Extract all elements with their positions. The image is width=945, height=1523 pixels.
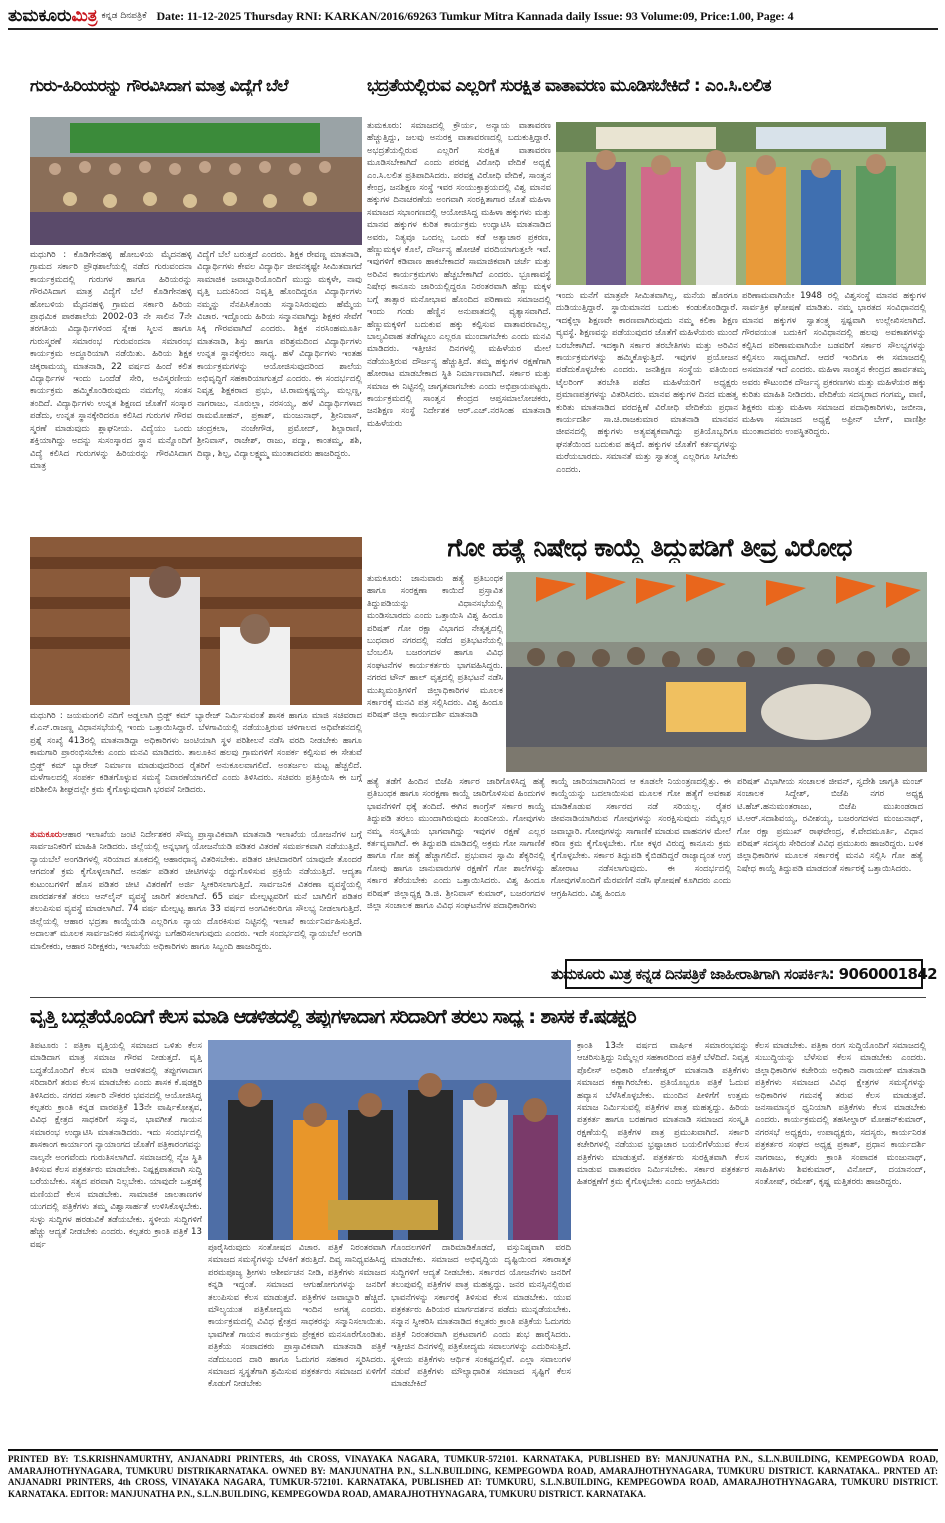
story3-col3: ಕಾಯ್ದೆ ಜಾರಿಯಾದಾಗಿನಿಂದ ಆ ಕೂಡಲೇ ನಿಯಂತ್ರಣದಲ್ಲಿತ್ತು. ಈ ಕಾಯ್ದೆಯನ್ನು ಬದಲಾಯಿಸುವ ಮೂಲಕ ಗೋ ಹತ್ಯೆಗೆ ಅವಕಾಶ ಮಾಡಿಕೊಡುವ ಸರ್ಕಾರದ ನಡೆ ಸರಿಯಲ್ಲ. ರೈತರ ಜೀವನಾಡಿಯಾಗಿರುವ ಗೋವುಗಳನ್ನು ಸಂರಕ್ಷಿಸುವುದು ನಮ್ಮೆಲ್ಲರ ಜವಾಬ್ದಾರಿ. ಗೋವುಗಳನ್ನು ಸಾಗಾಣಿಕೆ ಮಾಡುವ ವಾಹನಗಳ ಮೇಲೆ ಕಠಿಣ ಕ್ರಮ ಕೈಗೊಳ್ಳಬೇಕು. ಗೋ ಕಳ್ಳರ ವಿರುದ್ಧ ಕಾನೂನು ಕ್ರಮ ಕೈಗೊಳ್ಳಬೇಕು. ಸರ್ಕಾರ ತಿದ್ದುಪಡಿ ಕೈಬಿಡದಿದ್ದರೆ ರಾಜ್ಯಾದ್ಯಂತ ಉಗ್ರ ಹೋರಾಟ ನಡೆಸಲಾಗುವುದು. ಈ ಸಂದರ್ಭದಲ್ಲಿ ಗೋವುಗಳೊಂದಿಗೆ ಮೆರವಣಿಗೆ ನಡೆಸಿ ಘೋಷಣೆ ಕೂಗಿದರು ಎಂದು ಆಗ್ರಹಿಸಿದರು. ವಿಶ್ವ ಹಿಂದೂ: [551, 777, 731, 899]
story3-headline: ಗೋ ಹತ್ಯೆ ನಿಷೇಧ ಕಾಯ್ದೆ ತಿದ್ದುಪಡಿಗೆ ತೀವ್ರ ವಿರೋಧ: [447, 533, 852, 562]
story6-col1: ತಿಪಟೂರು : ಪತ್ರಿಕಾ ವೃತ್ತಿಯಲ್ಲಿ ಸಮಾಜದ ಒಳಿತು ಕೆಲಸ ಮಾಡಿದಾಗ ಮಾತ್ರ ಸಮಾಜ ಗೌರವ ನೀಡುತ್ತದೆ. ವೃತ್ತಿ ಬದ್ಧತೆಯೊಂದಿಗೆ ಕೆಲಸ ಮಾಡಿ ಆಡಳಿತದಲ್ಲಿ ತಪ್ಪುಗಳಾದಾಗ ಸರಿದಾರಿಗೆ ತರುವ ಕೆಲಸ ಮಾಡಬೇಕು ಎಂದು ಶಾಸಕ ಕೆ.ಷಡಕ್ಷರಿ ತಿಳಿಸಿದರು. ನಗರದ ಸರ್ಕಾರಿ ನೌಕರರ ಭವನದಲ್ಲಿ ಆಯೋಜಿಸಿದ್ದ ಕಲ್ಪತರು ಕ್ರಾಂತಿ ಕನ್ನಡ ವಾರಪತ್ರಿಕೆ 13ನೇ ವಾರ್ಷಿಕೋತ್ಸವ, ವಿವಿಧ ಕ್ಷೇತ್ರದ ಸಾಧಕರಿಗೆ ಸನ್ಮಾನ, ಭಾವಗೀತೆ ಗಾಯನ ಸಮಾರಂಭ ಉದ್ಘಾಟಿಸಿ ಮಾತನಾಡಿದರು. ಇದು ಸಂದರ್ಭದಲ್ಲಿ ಶಾಸಕಾಂಗ ಕಾರ್ಯಾಂಗ ನ್ಯಾಯಾಂಗದ ಜೊತೆಗೆ ಪತ್ರಿಕಾರಂಗವನ್ನು ನಾಲ್ಕನೇ ಅಂಗವೆಂದು ಗುರುತಿಸಲಾಗಿದೆ. ಸಮಾಜದಲ್ಲಿ ನೈಜ ಸ್ಥಿತಿ ತಿಳಿಸುವ ಕೆಲಸ ಪತ್ರಕರ್ತರು ಮಾಡಬೇಕು. ನಿಷ್ಪಕ್ಷಪಾತವಾಗಿ ಸುದ್ದಿ ಬರೆಯಬೇಕು. ಸತ್ಯದ ಪರವಾಗಿ ನಿಲ್ಲಬೇಕು. ಯಾವುದೇ ಒತ್ತಡಕ್ಕೆ ಮಣಿಯದೆ ಕೆಲಸ ಮಾಡಬೇಕು. ಸಾಮಾಜಿಕ ಜಾಲತಾಣಗಳ ಯುಗದಲ್ಲಿ ಪತ್ರಿಕೆಗಳು ತಮ್ಮ ವಿಶ್ವಾಸಾರ್ಹತೆ ಉಳಿಸಿಕೊಳ್ಳಬೇಕು. ಸುಳ್ಳು ಸುದ್ದಿಗಳ ಹರಡುವಿಕೆ ತಡೆಯಬೇಕು. ಸ್ಥಳೀಯ ಸುದ್ದಿಗಳಿಗೆ ಹೆಚ್ಚು ಆದ್ಯತೆ ನೀಡಬೇಕು ಎಂದರು. ಕಲ್ಪತರು ಕ್ರಾಂತಿ ಪತ್ರಿಕೆ 13 ವರ್ಷ: [30, 1041, 202, 1250]
story2-photo: [556, 122, 926, 285]
story2-headline: ಭದ್ರತೆಯಲ್ಲಿರುವ ಎಲ್ಲರಿಗೆ ಸುರಕ್ಷಿತ ವಾತಾವರಣ ಮೂಡಿಸಬೇಕಿದೆ : ಎಂ.ಸಿ.ಲಲಿತ: [367, 76, 771, 96]
story6-col2: ಪೂರೈಸಿರುವುದು ಸಂತೋಷದ ವಿಚಾರ. ಪತ್ರಿಕೆ ನಿರಂತರವಾಗಿ ಸಮಾಜದ ಸಮಸ್ಯೆಗಳನ್ನು ಬೆಳಕಿಗೆ ತರುತ್ತಿದೆ. ದಿವ್ಯ ಸಾನಿಧ್ಯವಹಿಸಿದ್ದ ಪರಮಪೂಜ್ಯ ಶ್ರೀಗಳು ಆಶೀರ್ವಚನ ನೀಡಿ, ಪತ್ರಿಕೆಗಳು ಸಮಾಜದ ಕನ್ನಡಿ ಇದ್ದಂತೆ. ಸಮಾಜದ ಆಗುಹೋಗುಗಳನ್ನು ಜನರಿಗೆ ತಲುಪಿಸುವ ಕೆಲಸ ಮಾಡುತ್ತವೆ. ಪತ್ರಿಕೆಗಳ ಜವಾಬ್ದಾರಿ ಹೆಚ್ಚಿದೆ. ಮೌಲ್ಯಯುತ ಪತ್ರಿಕೋದ್ಯಮ ಇಂದಿನ ಅಗತ್ಯ ಎಂದರು. ಕಾರ್ಯಕ್ರಮದಲ್ಲಿ ವಿವಿಧ ಕ್ಷೇತ್ರದ ಸಾಧಕರನ್ನು ಸನ್ಮಾನಿಸಲಾಯಿತು. ಭಾವಗೀತೆ ಗಾಯನ ಕಾರ್ಯಕ್ರಮ ಪ್ರೇಕ್ಷಕರ ಮನಸೂರೆಗೊಂಡಿತು. ಪತ್ರಿಕೆಯ ಸಂಪಾದಕರು ಪ್ರಾಸ್ತಾವಿಕವಾಗಿ ಮಾತನಾಡಿ ಪತ್ರಿಕೆ ನಡೆದುಬಂದ ದಾರಿ ಹಾಗೂ ಓದುಗರ ಸಹಕಾರ ಸ್ಮರಿಸಿದರು. ಸಮಾಜದ ಸ್ವಸ್ಥತೆಗಾಗಿ ಶ್ರಮಿಸುವ ಪತ್ರಕರ್ತರು ಸಮಾಜದ ಏಳಿಗೆಗೆ ಕೊಡುಗೆ ನೀಡಬೇಕು: [208, 1243, 386, 1390]
story2-col1: ತುಮಕೂರು: ಸಮಾಜದಲ್ಲಿ ಕ್ರೌರ್ಯ, ಅನ್ಯಾಯ ವಾತಾವರಣ ಹೆಚ್ಚುತ್ತಿದ್ದು, ಜಲವು ಅನುರಕ್ತ ವಾತಾವರಣದಲ್ಲಿ ಬದುಕುತ್ತಿದ್ದಾರೆ. ಅಭದ್ರತೆಯಲ್ಲಿರುವ ಎಲ್ಲರಿಗೆ ಸುರಕ್ಷಿತ ವಾತಾವರಣ ಮೂಡಿಸಬೇಕಾಗಿದೆ ಎಂದು ಪರವಕ್ಷ ವಿರೋಧಿ ವೇದಿಕೆ ಅಧ್ಯಕ್ಷೆ ಎಂ.ಸಿ.ಲಲಿತ ಪ್ರತಿಪಾದಿಸಿದರು. ಪರವಕ್ಷ ವಿರೋಧಿ ವೇದಿಕೆ, ಸಾಂತ್ವನ ಕೇಂದ್ರ, ಜನಶಿಕ್ಷಣ ಸಂಸ್ಥೆ ಇವರ ಸಂಯುಕ್ತಾಶ್ರಯದಲ್ಲಿ ವಿಶ್ವ ಮಾನವ ಹಕ್ಕುಗಳ ದಿನಾಚರಣೆಯ ಅಂಗವಾಗಿ ಸಂರಕ್ಷಿತಾಗಾರ ಜೊತೆ ಮಹಿಳಾ ಸಮಾಜದ ಸಭಾಂಗಣದಲ್ಲಿ ಆಯೋಜಿಸಿದ್ದ ಮಹಿಳಾ ಹಕ್ಕುಗಳು ಮತ್ತು ಮಾನವ ಹಕ್ಕುಗಳ ಕುರಿತ ಕಾರ್ಯಕ್ರಮ ಉದ್ಘಾಟಿಸಿ ಮಾತನಾಡಿದ ಅವರು, ನಿತ್ಯವೂ ಒಂದಲ್ಲ ಒಂದು ಕಡೆ ಅತ್ಯಾಚಾರ ಪ್ರಕರಣ, ಹೆಣ್ಣುಮಕ್ಕಳ ಕೊಲೆ, ದೌರ್ಜನ್ಯ ಹೋಚಿಕೆ ವರದಿಯಾಗುತ್ತಲೇ ಇವೆ. ಇವುಗಳಿಗೆ ಕಡಿವಾಣ ಹಾಕಬೇಕಾದರೆ ಸಾಮಾಜಿಕವಾಗಿ ಚರ್ಚೆ ಮತ್ತು ಅರಿವಿನ ಕಾರ್ಯಕ್ರಮಗಳು ಹೆಚ್ಚಬೇಕಾಗಿದೆ ಎಂದರು. ಭ್ರೂಣಾವಸ್ಥೆ ನಿಷೇಧ ಕಾನೂನು ಜಾರಿಯಲ್ಲಿದ್ದರೂ ನಿರಂತರವಾಗಿ ಹೆಣ್ಣು ಮಕ್ಕಳ ಬಗ್ಗೆ ತಾತ್ಸಾರ ಮನೋಭಾವ ಹೊಂದಿದ ಪರಿಣಾಮ ಸಮಾಜದಲ್ಲಿ ಇಂದು ಗಂಡು ಹೆಣ್ಣಿನ ಅನುಪಾತದಲ್ಲಿ ವ್ಯತ್ಯಾಸವಾಗಿದೆ. ಹೆಣ್ಣುಮಕ್ಕಳಿಗೆ ಬದುಕುವ ಹಕ್ಕು ಕಲ್ಪಿಸುವ ವಾತಾವರಣವಿಲ್ಲ, ಬಾಲ್ಯವಿವಾಹ ತಡೆಗಟ್ಟಲು ಎಲ್ಲರೂ ಮುಂದಾಗಬೇಕು ಎಂದು ಮನವಿ ಮಾಡಿದರು. ಇತ್ತೀಚಿನ ದಿನಗಳಲ್ಲಿ ಮಹಿಳೆಯರ ಮೇಲೆ ನಡೆಯುತ್ತಿರುವ ದೌರ್ಜನ್ಯ ಹೆಚ್ಚುತ್ತಿದೆ. ತಮ್ಮ ಹಕ್ಕುಗಳ ರಕ್ಷಣೆಗಾಗಿ ಹೋರಾಟ ಮಾಡಬೇಕಾದ ಸ್ಥಿತಿ ನಿರ್ಮಾಣವಾಗಿದೆ. ಸರ್ಕಾರ ಮತ್ತು ಸಮಾಜ ಈ ನಿಟ್ಟಿನಲ್ಲಿ ಜಾಗೃತವಾಗಬೇಕು ಎಂದು ಅಭಿಪ್ರಾಯಪಟ್ಟರು. ಕಾರ್ಯಕ್ರಮದಲ್ಲಿ ಸಾಂತ್ವನ ಕೇಂದ್ರದ ಆಪ್ತಸಮಾಲೋಚಕರು, ಜನಶಿಕ್ಷಣ ಸಂಸ್ಥೆ ನಿರ್ದೇಶಕ ಆರ್.ಎಚ್.ನರಸಿಂಹ ಮಾತನಾಡಿ ಮಹಿಳೆಯರು: [367, 121, 551, 429]
imprint-footer: PRINTED BY: T.S.KRISHNAMURTHY, ANJANADRI PRINTERS, 4th CROSS, VINAYAKA NAGARA, TUMKUR-572101. KARNATAKA, PUBLISHED BY: MANJUNATHA P.N., S.L.N.BUILDING, KEMPEGOWDA ROAD, AMARAJHOTHYNAGARA, TUMKURU DISTRIKARNATAKA. OWNED BY: MANJUNATHA P.N., S.L.N.BUILDING, KEMPEGOWDA ROAD, AMARAJHOTHYNAGARA, TUMKURU DISTRICT. KARNATAKA.. PRNTED AT: ANJANADRI PRINTERS, 4th CROSS, VINAYAKA NAGARA, TUMKUR-572101. KARNATAKA, PUBLISHED AT: TUMKURU, S.L.N.BUILDING, KEMPEGOWDA ROAD, AMARAJHOTHYNAGARA, TUMKURU DISTRICT. KARNATAKA. EDITOR: MANJUNATHA P.N., S.L.N.BUILDING, KEMPEGOWDA ROAD, AMARAJHOTHYNAGARA, TUMKURU DISTRICT. KARNATAKA.: [8, 1449, 938, 1499]
masthead: [8, 4, 938, 30]
story6-headline: ವೃತ್ತಿ ಬದ್ಧತೆಯೊಂದಿಗೆ ಕೆಲಸ ಮಾಡಿ ಆಡಳಿತದಲ್ಲಿ ತಪ್ಪುಗಳಾದಾಗ ಸರಿದಾರಿಗೆ ತರಲು ಸಾಧ್ಯ : ಶಾಸಕ ಕೆ.ಷಡಕ್ಷರಿ: [30, 1005, 636, 1028]
section-divider: [30, 997, 926, 998]
dateline: Date: 11-12-2025 Thursday RNI: KARKAN/2016/69263 Tumkur Mitra Kannada daily Issue: 93 Volume:09, Price:1.00, Page: 4: [156, 8, 794, 23]
brand-name-red: ಮಿತ್ರ: [71, 6, 98, 26]
story5-text: ಆಹಾರ ಇಲಾಖೆಯ ಜಂಟಿ ನಿರ್ದೇಶಕರ ಸೌಮ್ಯ ಪ್ರಾಸ್ತಾವಿಕವಾಗಿ ಮಾತನಾಡಿ ಇಲಾಖೆಯ ಯೋಜನೆಗಳ ಬಗ್ಗೆ ಸಾರ್ವಜನಿಕರಿಗೆ ಮಾಹಿತಿ ನೀಡಿದರು. ಜಿಲ್ಲೆಯಲ್ಲಿ ಅನ್ನಭಾಗ್ಯ ಯೋಜನೆಯಡಿ ಪಡಿತರ ವಿತರಣೆ ಸಮರ್ಪಕವಾಗಿ ನಡೆಯುತ್ತಿದೆ. ನ್ಯಾಯಬೆಲೆ ಅಂಗಡಿಗಳಲ್ಲಿ ಸರಿಯಾದ ತೂಕದಲ್ಲಿ ಆಹಾರಧಾನ್ಯ ವಿತರಿಸಬೇಕು. ಪಡಿತರ ಚೀಟಿದಾರರಿಗೆ ಯಾವುದೇ ತೊಂದರೆ ಆಗದಂತೆ ಕ್ರಮ ಕೈಗೊಳ್ಳಲಾಗಿದೆ. ಅನರ್ಹ ಪಡಿತರ ಚೀಟಿಗಳನ್ನು ರದ್ದುಗೊಳಿಸುವ ಪ್ರಕ್ರಿಯೆ ನಡೆಯುತ್ತಿದೆ. ಆದ್ಯತಾ ಕುಟುಂಬಗಳಿಗೆ ಹೊಸ ಪಡಿತರ ಚೀಟಿ ವಿತರಣೆಗೆ ಅರ್ಜಿ ಸ್ವೀಕರಿಸಲಾಗುತ್ತಿದೆ. ಸಾರ್ವಜನಿಕ ವಿತರಣಾ ವ್ಯವಸ್ಥೆಯಲ್ಲಿ ಪಾರದರ್ಶಕತೆ ತರಲು ಆನ್‌ಲೈನ್ ವ್ಯವಸ್ಥೆ ಜಾರಿಗೆ ತರಲಾಗಿದೆ. 65 ವರ್ಷ ಮೇಲ್ಪಟ್ಟವರಿಗೆ ಮನೆ ಬಾಗಿಲಿಗೆ ಪಡಿತರ ತಲುಪಿಸುವ ವ್ಯವಸ್ಥೆ ಮಾಡಲಾಗಿದೆ. 74 ವರ್ಷ ಮೇಲ್ಪಟ್ಟ ಹಾಗೂ 33 ವರ್ಷದ ಅಂಗವಿಕಲರಿಗೂ ಸೌಲಭ್ಯ ನೀಡಲಾಗುತ್ತಿದೆ. ಜಿಲ್ಲೆಯಲ್ಲಿ ಆಹಾರ ಭದ್ರತಾ ಕಾಯ್ದೆಯಡಿ ಎಲ್ಲರಿಗೂ ನ್ಯಾಯ ದೊರಕಿಸುವ ನಿಟ್ಟಿನಲ್ಲಿ ಇಲಾಖೆ ಕಾರ್ಯನಿರ್ವಹಿಸುತ್ತಿದೆ. ಅದಾಲತ್ ಮೂಲಕ ಸಾರ್ವಜನಿಕರ ಸಮಸ್ಯೆಗಳನ್ನು ಬಗೆಹರಿಸಲಾಗುವುದು ಎಂದರು. ಇದೇ ಸಂದರ್ಭದಲ್ಲಿ ನ್ಯಾಯಬೆಲೆ ಅಂಗಡಿ ಮಾಲೀಕರು, ಆಹಾರ ನಿರೀಕ್ಷಕರು, ಇಲಾಖೆಯ ಅಧಿಕಾರಿಗಳು ಹಾಗೂ ಸಿಬ್ಬಂದಿ ಹಾಜರಿದ್ದರು.: [30, 830, 362, 952]
story4-caption: ಮಧುಗಿರಿ : ಜಯಮಂಗಲಿ ನದಿಗೆ ಅಡ್ಡಲಾಗಿ ಬ್ರಿಡ್ಜ್ ಕಮ್ ಬ್ಯಾರೇಜ್ ನಿರ್ಮಿಸುವಂತೆ ಶಾಸಕ ಹಾಗೂ ಮಾಜಿ ಸಚಿವರಾದ ಕೆ.ಎನ್.ರಾಜಣ್ಣ ವಿಧಾನಸಭೆಯಲ್ಲಿ ಇಂದು ಒತ್ತಾಯಿಸಿದ್ದಾರೆ. ಬೆಳಗಾವಿಯಲ್ಲಿ ನಡೆಯುತ್ತಿರುವ ಚಳಿಗಾಲದ ಅಧಿವೇಶನದಲ್ಲಿ ಪ್ರಶ್ನೆ ಸಂಖ್ಯೆ 413ರಲ್ಲಿ ಮಾತನಾಡಿದ್ದಾ ಅಧಿಕಾರಿಗಳು ಜಂಟಿಯಾಗಿ ಸ್ಥಳ ಪರಿಶೀಲನೆ ನಡೆಸಿ ವರದಿ ನೀಡಬೇಕು ಹಾಗೂ ಕಾಮಗಾರಿ ಪ್ರಾರಂಭಿಸಬೇಕು ಎಂದು ಮನವಿ ಮಾಡಿದರು. ತಾಲೂಕಿನ ಹಲವು ಗ್ರಾಮಗಳಿಗೆ ಸಂಪರ್ಕ ಕಲ್ಪಿಸುವ ಈ ಸೇತುವೆ ಬ್ರಿಡ್ಜ್ ಕಮ್ ಬ್ಯಾರೇಜ್ ನಿರ್ಮಾಣ ಮಾಡುವುದರಿಂದ ರೈತರಿಗೆ ಅನುಕೂಲವಾಗಲಿದೆ. ಅಂತರ್ಜಲ ಮಟ್ಟ ಹೆಚ್ಚಲಿದೆ. ಮಳೆಗಾಲದಲ್ಲಿ ಸಂಪರ್ಕ ಕಡಿತಗೊಳ್ಳುವ ಸಮಸ್ಯೆ ನಿವಾರಣೆಯಾಗಲಿದೆ ಎಂದು ತಿಳಿಸಿದರು. ಸಚಿವರು ಪ್ರತಿಕ್ರಿಯಿಸಿ ಈ ಬಗ್ಗೆ ಪರಿಶೀಲಿಸಿ ಶೀಘ್ರದಲ್ಲೇ ಕ್ರಮ ಕೈಗೊಳ್ಳುವುದಾಗಿ ಭರವಸೆ ನೀಡಿದರು.: [30, 711, 362, 796]
brand-subtitle: ಕನ್ನಡ ದಿನಪತ್ರಿಕೆ: [101, 11, 147, 21]
story5-dateline: ತುಮಕೂರು: [30, 830, 63, 840]
story3-photo: [506, 572, 927, 772]
story6-col5: ಕೆಲಸ ಮಾಡಬೇಕು. ಪತ್ರಿಕಾ ರಂಗ ಸುದ್ದಿಯೊಂದಿಗೆ ಸಮಾಜದಲ್ಲಿ ಸುಬುದ್ಧಿಯನ್ನು ಬೆಳೆಸುವ ಕೆಲಸ ಮಾಡಬೇಕು ಎಂದರು. ಜಿಲ್ಲಾಧಿಕಾರಿಗಳ ಕಚೇರಿಯ ಅಧಿಕಾರಿ ನಾರಾಯಣ್ ಮಾತನಾಡಿ ಪತ್ರಿಕೆಗಳು ಸಮಾಜದ ವಿವಿಧ ಕ್ಷೇತ್ರಗಳ ಸಮಸ್ಯೆಗಳನ್ನು ಅಧಿಕಾರಿಗಳ ಗಮನಕ್ಕೆ ತರುವ ಕೆಲಸ ಮಾಡುತ್ತವೆ. ಜನಸಾಮಾನ್ಯರ ಧ್ವನಿಯಾಗಿ ಪತ್ರಿಕೆಗಳು ಕೆಲಸ ಮಾಡಬೇಕು ಎಂದರು. ಕಾರ್ಯಕ್ರಮದಲ್ಲಿ ತಹಸೀಲ್ದಾರ್ ಮೋಹನ್‌ಕುಮಾರ್, ನಗರಸಭೆ ಅಧ್ಯಕ್ಷರು, ಉಪಾಧ್ಯಕ್ಷರು, ಸದಸ್ಯರು, ಕಾರ್ಯನಿರತ ಪತ್ರಕರ್ತರ ಸಂಘದ ಅಧ್ಯಕ್ಷ ಪ್ರಕಾಶ್, ಪ್ರಧಾನ ಕಾರ್ಯದರ್ಶಿ ನಾಗರಾಜು, ಕಲ್ಪತರು ಕ್ರಾಂತಿ ಸಂಪಾದಕ ಮಂಜುನಾಥ್, ಸಾಹಿತಿಗಳು ಶಿವಕುಮಾರ್, ವಿನೋದ್, ದಯಾನಂದ್, ಸಂತೋಷ್, ರಮೇಶ್, ಕೃಷ್ಣ ಮತ್ತಿತರರು ಹಾಜರಿದ್ದರು.: [755, 1041, 926, 1188]
story2-col3: ಪರಿಣಾಮವಾಗಿಯೇ 1948 ರಲ್ಲಿ ವಿಶ್ವಸಂಸ್ಥೆ ಮಾನವ ಹಕ್ಕುಗಳ ಸಾರ್ವತ್ರಿಕ ಘೋಷಣೆ ಮಾಡಿತು. ನಮ್ಮ ಭಾರತದ ಸಂವಿಧಾನದಲ್ಲಿ ಮಾನವ ಹಕ್ಕುಗಳ ಸ್ವಾತಂತ್ರ್ಯ ಸ್ಪಷ್ಟವಾಗಿ ಉಲ್ಲೇಖಿಸಲಾಗಿದೆ. ಗೌರವಯುತ ಬದುಕಿಗೆ ಸಂವಿಧಾನದಲ್ಲಿ ಹಲವು ಅವಕಾಶಗಳನ್ನು ಕಲ್ಪಿಸಿದ ಪರಿಣಾಮವಾಗಿಯೇ ಬಡವರಿಗೆ ಸರ್ಕಾರ ಸೌಲಭ್ಯಗಳನ್ನು ಕಲ್ಪಿಸಲು ಸಾಧ್ಯವಾಗಿದೆ. ಆದರೆ ಇಂದಿಗೂ ಈ ಸಮಾಜದಲ್ಲಿ ಅಸಮಾನತೆ ಇದೆ ಎಂದರು. ಮಹಿಳಾ ಸಾಂತ್ವನ ಕೇಂದ್ರದ ಹಾರ್ವತಮ್ಮ ಅವರು ಕೌಟುಂಬಿಕ ದೌರ್ಜನ್ಯ ಪ್ರಕರಣಗಳು ಮತ್ತು ಮಹಿಳೆಯರ ಹಕ್ಕು ಕುರಿತು ಮಾಹಿತಿ ನೀಡಿದರು. ವೇದಿಕೆಯ ಸದಸ್ಯರಾದ ಗಂಗಮ್ಮ, ವಾಣಿ, ಶಿಕ್ಷಕರು ಮತ್ತು ಮಹಿಳಾ ಸಮಾಜದ ಪದಾಧಿಕಾರಿಗಳು, ಜಬೀನಾ, ಮಹಿಳಾ ಸಮಾಜದ ಅಧ್ಯಕ್ಷೆ ಅಫ್ರೀನ್ ಬೇಗ್, ವಾಣಿಶ್ರೀ ಮುಂತಾದವರು ಉಪಸ್ಥಿತರಿದ್ದರು.: [742, 291, 926, 438]
story3-col2: ಹತ್ಯೆ ತಡೆಗೆ ಹಿಂದಿನ ಬಿಜೆಪಿ ಸರ್ಕಾರ ಜಾರಿಗೊಳಿಸಿದ್ದ ಹತ್ಯೆ ಪ್ರತಿಬಂಧಕ ಹಾಗೂ ಸಂರಕ್ಷಣಾ ಕಾಯ್ದೆ ಜಾರಿಗೊಳಿಸುವ ಹಿಂದುಗಳ ಭಾವನೆಗಳಿಗೆ ಧಕ್ಕೆ ತಂದಿದೆ. ಈಗಿನ ಕಾಂಗ್ರೆಸ್ ಸರ್ಕಾರ ಕಾಯ್ದೆ ತಿದ್ದುಪಡಿ ತರಲು ಮುಂದಾಗಿರುವುದು ಖಂಡನೀಯ. ಗೋವುಗಳು ನಮ್ಮ ಸಂಸ್ಕೃತಿಯ ಭಾಗವಾಗಿದ್ದು ಇವುಗಳ ರಕ್ಷಣೆ ಎಲ್ಲರ ಕರ್ತವ್ಯವಾಗಿದೆ. ಈ ತಿದ್ದುಪಡಿ ಮಾಡಿದಲ್ಲಿ ಅಕ್ರಮ ಗೋ ಸಾಗಾಣಿಕೆ ಹಾಗೂ ಗೋ ಹತ್ಯೆ ಹೆಚ್ಚಾಗಲಿದೆ. ಪ್ರಭುವಾನ ಸ್ವಾಮಿ ಶೆಕ್ಯರಿನಲ್ಲಿ ಗೋವು ಹಾಗೂ ಜಾನುವಾರುಗಳ ರಕ್ಷಣೆಗೆ ಗೋ ಶಾಲೆಗಳನ್ನು ಸರ್ಕಾರ ತೆರೆಯಬೇಕು ಎಂದು ಒತ್ತಾಯಿಸಿದರು. ವಿಶ್ವ ಹಿಂದೂ ಪರಿಷತ್ ಜಿಲ್ಲಾಧ್ಯಕ್ಷ ಡಿ.ಜಿ. ಶ್ರೀನಿವಾಸ್ ಕುಮಾರ್, ಬಜರಂಗದಳ ಜಿಲ್ಲಾ ಸಂಚಾಲಕ ಹಾಗೂ ವಿವಿಧ ಸಂಘಟನೆಗಳ ಪದಾಧಿಕಾರಿಗಳು: [367, 777, 545, 912]
advertisement-box: ತುಮಕೂರು ಮಿತ್ರ ಕನ್ನಡ ದಿನಪತ್ರಿಕೆ ಜಾಹೀರಾತಿಗಾಗಿ ಸಂಪರ್ಕಿಸಿ: 9060001842: [565, 959, 923, 989]
story1-col2: ವಿದ್ಯೆಗೆ ಬೆಲೆ ಬರುತ್ತದೆ ಎಂದರು. ಶಿಕ್ಷಕ ರೇವಣ್ಣ ಮಾತನಾಡಿ, ವಿದ್ಯಾರ್ಥಿಗಳು ಕೇವಲ ವಿದ್ಯಾರ್ಥಿ ಜೀವನಕ್ಕಷ್ಟೇ ಸೀಮಿತವಾಗದೆ ಸಾಮಾಜಿಕ ಜವಾಬ್ದಾರಿಯೊಂದಿಗೆ ಮುದ್ದು ಮಕ್ಕಳೇ, ನಾವು ವೃತ್ತಿ ಬದುಕಿನಿಂದ ನಿವೃತ್ತಿ ಹೊಂದಿದ್ದರೂ ವಿದ್ಯಾರ್ಥಿಗಳು ನಮ್ಮನ್ನು ನೆನಪಿಸಿಕೊಂಡು ಸನ್ಮಾನಿಸಿರುವುದು ಹೆಮ್ಮೆಯ ವಿಚಾರ. ಇದ್ದೊಂದು ಹಿರಿಯ ಸನ್ಮಾನವಾಗಿದ್ದು ಶಿಕ್ಷಕರ ಸೇವೆಗೆ ಸಿಕ್ಕ ಗೌರವವಾಗಿದೆ ಎಂದರು. ಶಿಕ್ಷಕ ನರಸಿಂಹಮೂರ್ತಿ ಮಾತನಾಡಿ, ಶಿಸ್ತು ಹಾಗೂ ಪರಿಶ್ರಮದಿಂದ ವಿದ್ಯಾರ್ಥಿಗಳು ಉನ್ನತ ಸ್ಥಾನಕ್ಕೇರಲು ಸಾಧ್ಯ. ಹಳೆ ವಿದ್ಯಾರ್ಥಿಗಳು ಇಂತಹ ಕಾರ್ಯಕ್ರಮಗಳನ್ನು ಆಯೋಜಿಸುವುದರಿಂದ ಶಾಲೆಯ ಅಭಿವೃದ್ಧಿಗೆ ಸಹಕಾರಿಯಾಗುತ್ತದೆ ಎಂದರು. ಈ ಸಂದರ್ಭದಲ್ಲಿ ನಿವೃತ್ತ ಶಿಕ್ಷಕರಾದ ಪ್ರಭು, ಟಿ.ರಾಮಕೃಷ್ಣಯ್ಯ, ಮಲ್ಲಣ್ಣ, ನಾಗರಾಜು, ನೂರುಲ್ಲಾ, ನರಸಯ್ಯ, ಹಳೆ ವಿದ್ಯಾರ್ಥಿಗಳಾದ ರಾಮಮೋಹನ್, ಪ್ರಕಾಶ್, ಮಂಜುನಾಥ್, ಶ್ರೀನಿವಾಸ್, ಚಂದ್ರಕಲಾ, ನಂಜೇಗೌಡ, ಪ್ರಮೋದ್, ಶಿಲ್ಪಾರಾಣಿ, ಶ್ರೀನಿವಾಸ್, ರಾಜೇಶ್, ರಾಜು, ಪದ್ಮಾ, ಕಾಂತಮ್ಮ, ಶಶಿ, ದಿವ್ಯಾ, ಶಿಲ್ಪ, ವಿದ್ಯಾಲಕ್ಷ್ಮಮ್ಮ ಮುಂತಾದವರು ಹಾಜರಿದ್ದರು.: [197, 250, 362, 459]
brand-logo: [8, 6, 97, 26]
story3-col4: ಪರಿಷತ್ ವಿಭಾಗೀಯ ಸಂಚಾಲಕ ಜೀವನ್, ಸ್ವದೇಶಿ ಜಾಗೃತಿ ಮಂಚ್ ಸಂಚಾಲಕ ಸಿದ್ದೇಶ್, ಬಿಜೆಪಿ ನಗರ ಅಧ್ಯಕ್ಷ ಟಿ.ಹೆಚ್.ಹನುಮಂತರಾಜು, ಬಿಜೆಪಿ ಮುಖಂಡರಾದ ಟಿ.ಆರ್.ಸದಾಶಿವಯ್ಯ, ರವೀಶಯ್ಯ, ಬಜರಂಗದಳದ ಮಂಜುನಾಥ್, ಗೋ ರಕ್ಷಾ ಪ್ರಮುಖ್ ರಾಘವೇಂದ್ರ, ಕೆ.ವೇದಮೂರ್ತಿ, ವಿಧಾನ ಪರಿಷತ್ ಸದಸ್ಯರು ಸೇರಿದಂತೆ ವಿವಿಧ ಪ್ರಮುಖರು ಹಾಜರಿದ್ದರು. ಬಳಿಕ ಜಿಲ್ಲಾಧಿಕಾರಿಗಳ ಮೂಲಕ ಸರ್ಕಾರಕ್ಕೆ ಮನವಿ ಸಲ್ಲಿಸಿ ಗೋ ಹತ್ಯೆ ನಿಷೇಧ ಕಾಯ್ದೆ ತಿದ್ದುಪಡಿ ಮಾಡದಂತೆ ಸರ್ಕಾರಕ್ಕೆ ಒತ್ತಾಯಿಸಿದರು.: [737, 777, 923, 874]
story6-photo: [208, 1040, 571, 1240]
story4-photo: [30, 537, 362, 705]
story1-headline: ಗುರು-ಹಿರಿಯರನ್ನು ಗೌರವಿಸಿದಾಗ ಮಾತ್ರ ವಿದ್ಯೆಗೆ ಬೆಲೆ: [30, 76, 288, 95]
story5-body: [30, 829, 362, 982]
story1-col1: ಮಧುಗಿರಿ : ಕೊಡಿಗೇನಹಳ್ಳಿ ಹೋಬಳಿಯ ಮೈದನಹಳ್ಳಿ ಗ್ರಾಮದ ಸರ್ಕಾರಿ ಪ್ರೌಢಶಾಲೆಯಲ್ಲಿ ನಡೆದ ಗುರುವಂದನಾ ಕಾರ್ಯಕ್ರಮದಲ್ಲಿ ಗುರುಗಳ ಹಾಗೂ ಹಿರಿಯರನ್ನು ಗೌರವಿಸಿದಾಗ ಮಾತ್ರ ವಿದ್ಯೆಗೆ ಬೆಲೆ ಕೊಡಿಗೇನಹಳ್ಳಿ ಹೋಬಳಿಯ ಮೈದನಹಳ್ಳಿ ಗ್ರಾಮದ ಸರ್ಕಾರಿ ಹಿರಿಯ ಪ್ರಾಥಮಿಕ ಪಾಠಶಾಲೆಯ 2002-03 ನೇ ಸಾಲಿನ 7ನೇ ತರಗತಿಯ ವಿದ್ಯಾರ್ಥಿಗಳಿಂದ ಸ್ನೇಹ ಸ್ಮಿಲನ ಹಾಗೂ ಗುರುಸ್ಮರಣೆ ಸಮಾರಂಭ ಗುರುವಂದನಾ ಸಮಾರಂಭ ಕಾರ್ಯಕ್ರಮ ಅದ್ಧೂರಿಯಾಗಿ ನಡೆಯಿತು. ಹಿರಿಯ ಶಿಕ್ಷಕ ಚಿಕ್ಕರಾಮಯ್ಯ ಮಾತನಾಡಿ, 22 ವರ್ಷದ ಹಿಂದೆ ಕಲಿತ ವಿದ್ಯಾರ್ಥಿಗಳ ಇಂದು ಒಂದೆಡೆ ಸೇರಿ, ಅವಿಸ್ಮರಣೀಯ ಕಾರ್ಯಕ್ರಮ ಹಮ್ಮಿಕೊಂಡಿರುವುದು ನಮಗೆಲ್ಲ ಸಂತಸ ತಂದಿದೆ. ವಿದ್ಯಾರ್ಥಿಗಳು ಉನ್ನತ ಶಿಕ್ಷಣದ ಜೊತೆಗೆ ಸಂಸ್ಕಾರ ಪಡೆದು, ಉನ್ನತ ಸ್ಥಾನಕ್ಕೇರಿದರೂ ಕಲಿಸಿದ ಗುರುಗಳ ಗೌರವ ಸ್ಮರಣೆ ಮಾಡುವುದು ಶ್ಲಾಘನೀಯ. ವಿದ್ಯೆಯು ಒಂದು ಶಕ್ತಿಯಾಗಿದ್ದು ಅದನ್ನು ಸುಸಂಸ್ಕಾರದ ಸ್ಥಾನ ಮನ್ನೊಂದಿಗೆ ವಿದ್ಯೆ ಕಲಿಸಿದ ಗುರುಗಳನ್ನು ಹಿರಿಯರನ್ನು ಗೌರವಿಸಿದಾಗ ಮಾತ್ರ: [30, 250, 192, 471]
story6-col4: ಕ್ರಾಂತಿ 13ನೇ ವರ್ಷದ ವಾರ್ಷಿಕ ಸಮಾರಂಭವನ್ನು ಆಚರಿಸುತ್ತಿದ್ದು ನಿಮ್ಮೆಲ್ಲರ ಸಹಕಾರದಿಂದ ಪತ್ರಿಕೆ ಬೆಳೆದಿದೆ. ನಿವೃತ್ತ ಪೊಲೀಸ್ ಅಧಿಕಾರಿ ಲೋಕೇಶ್ವರ್ ಮಾತನಾಡಿ ಪತ್ರಿಕೆಗಳು ಸಮಾಜದ ಕಣ್ಣಾಗಿರಬೇಕು. ಪ್ರತಿಯೊಬ್ಬರೂ ಪತ್ರಿಕೆ ಓದುವ ಹವ್ಯಾಸ ಬೆಳೆಸಿಕೊಳ್ಳಬೇಕು. ಮುಂದಿನ ಪೀಳಿಗೆಗೆ ಉತ್ತಮ ಸಮಾಜ ನಿರ್ಮಿಸುವಲ್ಲಿ ಪತ್ರಿಕೆಗಳ ಪಾತ್ರ ಮಹತ್ವದ್ದು. ಹಿರಿಯ ಪತ್ರಕರ್ತ ಹಾಗೂ ಬರಹಗಾರ ಮಾತನಾಡಿ ಸಮಾಜದ ಸಂಸ್ಕೃತಿ ರಕ್ಷಣೆಯಲ್ಲಿ ಪತ್ರಿಕೆಗಳ ಪಾತ್ರ ಪ್ರಮುಖವಾಗಿದೆ. ಸರ್ಕಾರಿ ಕಚೇರಿಗಳಲ್ಲಿ ನಡೆಯುವ ಭ್ರಷ್ಟಾಚಾರ ಬಯಲಿಗೆಳೆಯುವ ಕೆಲಸ ಪತ್ರಿಕೆಗಳು ಮಾಡುತ್ತವೆ. ಪತ್ರಕರ್ತರು ಸುರಕ್ಷಿತವಾಗಿ ಕೆಲಸ ಮಾಡುವ ವಾತಾವರಣ ನಿರ್ಮಿಸಬೇಕು. ಸರ್ಕಾರ ಪತ್ರಕರ್ತರ ಹಿತರಕ್ಷಣೆಗೆ ಕ್ರಮ ಕೈಗೊಳ್ಳಬೇಕು ಎಂದು ಆಗ್ರಹಿಸಿದರು: [577, 1041, 749, 1188]
brand-name: ತುಮಕೂರು: [8, 6, 72, 26]
story1-photo: [30, 117, 362, 245]
story2-col2: ಇಂದು ಮನೆಗೆ ಮಾತ್ರವೇ ಸೀಮಿತವಾಗಿಲ್ಲ, ಮನೆಯ ಹೊರಗೂ ದುಡಿಯುತ್ತಿದ್ದಾರೆ. ಸ್ಥಾಯಿಮಾನದ ಬದುಕು ಕಂಡುಕೊಂಡಿದ್ದಾರೆ. ಇದಕ್ಕೆಲ್ಲಾ ಶಿಕ್ಷಣವೇ ಕಾರಣವಾಗಿರುವುದು ನಮ್ಮ ಕಲಿಕಾ ಶಿಕ್ಷಣ ವ್ಯವಸ್ಥೆ. ಶಿಕ್ಷಣವನ್ನು ಪಡೆಯುವುದರ ಜೊತೆಗೆ ಮಹಿಳೆಯರು ಮುಂದೆ ಬರಬೇಕಾಗಿದೆ. ಇದಕ್ಕಾಗಿ ಸರ್ಕಾರ ತರಬೇತಿಗಳು ಮತ್ತು ಅರಿವಿನ ಕಾರ್ಯಕ್ರಮಗಳನ್ನು ಹಮ್ಮಿಕೊಳ್ಳುತ್ತಿದೆ. ಇವುಗಳ ಪ್ರಯೋಜನ ಪಡೆದುಕೊಳ್ಳಬೇಕು ಎಂದರು. ಜನಶಿಕ್ಷಣ ಸಂಸ್ಥೆಯ ವತಿಯಿಂದ ಟೈಲರಿಂಗ್ ತರಬೇತಿ ಪಡೆದ ಮಹಿಳೆಯರಿಗೆ ಅಧ್ಯಕ್ಷರು ಪ್ರಮಾಣಪತ್ರಗಳನ್ನು ವಿತರಿಸಿದರು. ಮಾನವ ಹಕ್ಕುಗಳ ದಿನದ ಮಹತ್ವ ಕುರಿತು ಮಾತನಾಡಿದ ವರದಕ್ಷಿಣೆ ವಿರೋಧಿ ವೇದಿಕೆಯ ಪ್ರಧಾನ ಕಾರ್ಯದರ್ಶಿ ಸಾ.ಚಿ.ರಾಜಕುಮಾರ ಮಾತನಾಡಿ ಮಾನವನ ಜೀವನದಲ್ಲಿ ಹಕ್ಕುಗಳು ಅತ್ಯವಶ್ಯಕವಾಗಿದ್ದು ಪ್ರತಿಯೊಬ್ಬರಿಗೂ ಘನತೆಯಿಂದ ಬದುಕುವ ಹಕ್ಕಿದೆ. ಹಕ್ಕುಗಳ ಜೊತೆಗೆ ಕರ್ತವ್ಯಗಳನ್ನು ಮರೆಯಬಾರದು. ಸಮಾನತೆ ಮತ್ತು ಸ್ವಾತಂತ್ರ್ಯ ಎಲ್ಲರಿಗೂ ಸಿಗಬೇಕು ಎಂದರು.: [556, 291, 738, 475]
story6-col3: ಗೊಂದಲಗಳಿಗೆ ದಾರಿಮಾಡಿಕೊಡದೆ, ವಸ್ತುನಿಷ್ಠವಾಗಿ ವರದಿ ಮಾಡಬೇಕು. ಸಮಾಜದ ಅಭಿವೃದ್ಧಿಯ ದೃಷ್ಟಿಯಿಂದ ಸಕಾರಾತ್ಮಕ ಸುದ್ದಿಗಳಿಗೆ ಆದ್ಯತೆ ನೀಡಬೇಕು. ಸರ್ಕಾರದ ಯೋಜನೆಗಳು ಜನರಿಗೆ ತಲುಪುವಲ್ಲಿ ಪತ್ರಿಕೆಗಳ ಪಾತ್ರ ಮಹತ್ವದ್ದು. ಜನರ ಮನಸ್ಸಿನಲ್ಲಿರುವ ಭಾವನೆಗಳನ್ನು ಸರ್ಕಾರಕ್ಕೆ ತಿಳಿಸುವ ಕೆಲಸ ಮಾಡಬೇಕು. ಯುವ ಪತ್ರಕರ್ತರು ಹಿರಿಯರ ಮಾರ್ಗದರ್ಶನ ಪಡೆದು ಮುನ್ನಡೆಯಬೇಕು. ಸನ್ಮಾನ ಸ್ವೀಕರಿಸಿ ಮಾತನಾಡಿದ ಕಲ್ಪತರು ಕ್ರಾಂತಿ ಪತ್ರಿಕೆಯ ಓದುಗರು ಪತ್ರಿಕೆ ನಿರಂತರವಾಗಿ ಪ್ರಕಟವಾಗಲಿ ಎಂದು ಶುಭ ಹಾರೈಸಿದರು. ಇತ್ತೀಚಿನ ದಿನಗಳಲ್ಲಿ ಪತ್ರಿಕೋದ್ಯಮ ಸವಾಲುಗಳನ್ನು ಎದುರಿಸುತ್ತಿದೆ. ಸ್ಥಳೀಯ ಪತ್ರಿಕೆಗಳು ಆರ್ಥಿಕ ಸಂಕಷ್ಟದಲ್ಲಿವೆ. ಎಲ್ಲಾ ಸವಾಲುಗಳ ನಡುವೆ ಪತ್ರಿಕೆಗಳು ಮೌಲ್ಯಾಧಾರಿತ ಸಮಾಜದ ಸೃಷ್ಟಿಗೆ ಕೆಲಸ ಮಾಡಬೇಕಿದೆ: [391, 1243, 571, 1390]
story3-col1: ತುಮಕೂರು: ಜಾನುವಾರು ಹತ್ಯೆ ಪ್ರತಿಬಂಧಕ ಹಾಗೂ ಸಂರಕ್ಷಣಾ ಕಾಯಿದೆ ಪ್ರಸ್ತಾವಿತ ತಿದ್ದುಪಡಿಯನ್ನು ವಿಧಾನಸಭೆಯಲ್ಲಿ ಮಂಡಿಸಬಾರದು ಎಂದು ಒತ್ತಾಯಿಸಿ ವಿಶ್ವ ಹಿಂದೂ ಪರಿಷತ್ ಗೋ ರಕ್ಷಾ ವಿಭಾಗದ ನೇತೃತ್ವದಲ್ಲಿ ಬುಧವಾರ ನಗರದಲ್ಲಿ ನಡೆದ ಪ್ರತಿಭಟನೆಯಲ್ಲಿ ಬೆಂಬಲಿಸಿ ಬಜರಂಗದಳ ಹಾಗೂ ವಿವಿಧ ಸಂಘಟನೆಗಳ ಕಾರ್ಯಕರ್ತರು ಭಾಗವಹಿಸಿದ್ದರು. ನಗರದ ಟೌನ್ ಹಾಲ್ ವೃತ್ತದಲ್ಲಿ ಪ್ರತಿಭಟನೆ ನಡೆಸಿ ಮುಖ್ಯಮಂತ್ರಿಗಳಿಗೆ ಜಿಲ್ಲಾಧಿಕಾರಿಗಳ ಮೂಲಕ ಸರ್ಕಾರಕ್ಕೆ ಮನವಿ ಪತ್ರ ಸಲ್ಲಿಸಿದರು. ವಿಶ್ವ ಹಿಂದೂ ಪರಿಷತ್ ಜಿಲ್ಲಾ ಕಾರ್ಯದರ್ಶಿ ಮಾತನಾಡಿ: [367, 574, 503, 721]
